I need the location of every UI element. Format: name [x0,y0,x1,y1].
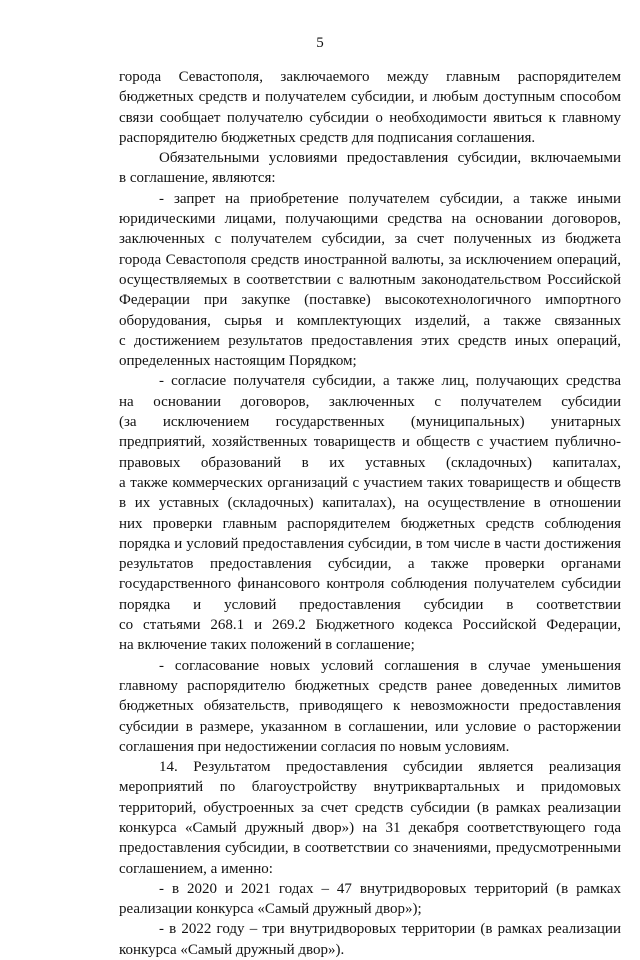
text-line: в их уставных (складочных) капиталах), на осуществление в отношении [119,495,621,512]
text-line: определенных настоящим Порядком; [119,353,357,370]
text-line: 14. Результатом предоставления субсидии является реализация [159,759,621,776]
text-line: государственного финансового контроля соблюдения получателем субсидии [119,576,621,593]
text-line: реализации конкурса «Самый дружный двор»); [119,901,422,918]
text-line: осуществляемых в соответствии с валютным законодательством Российской [119,271,621,288]
text-line: оборудования, сырья и комплектующих изделий, а также связанных [119,312,621,329]
text-line: - согласие получателя субсидии, а также лиц, получающих средства [159,373,621,390]
text-line: а также коммерческих организаций с участием таких товариществ и обществ [119,474,621,491]
text-line: субсидии в размере, указанном в соглашении, или условие о расторжении [119,718,621,735]
text-line: заключенных с получателем субсидии, за счет полученных из бюджета [119,231,621,248]
text-line: распорядителю бюджетных средств для подписания соглашения. [119,129,536,146]
text-line: бюджетных обязательств, приводящего к невозможности предоставления [119,698,621,715]
text-line: территорий, обустроенных за счет средств субсидии (в рамках реализации [119,799,621,816]
text-line: соглашения при недостижении согласия по новым условиям. [119,738,510,755]
text-line: них проверки главным распорядителем бюджетных средств соблюдения [119,515,621,532]
text-line: результатов предоставления субсидии, а также проверки органами [119,556,621,573]
text-line: порядка и условий предоставления субсидии в соответствии [119,596,621,613]
text-line: - согласование новых условий соглашения в случае уменьшения [159,657,621,674]
text-line: предоставления субсидии, в соответствии со значениями, предусмотренными [119,840,621,857]
text-line: - в 2020 и 2021 годах – 47 внутридворовых территорий (в рамках [159,880,621,897]
text-line: юридическими лицами, получающими средства на основании договоров, [119,211,621,228]
text-line: (за исключением государственных (муниципальных) унитарных [119,414,621,431]
text-line: города Севастополя, заключаемого между главным распорядителем [119,69,621,85]
text-line: связи сообщает получателю субсидии о необходимости явиться к главному [119,109,621,126]
text-line: со статьями 268.1 и 269.2 Бюджетного кодекса Российской Федерации, [119,617,621,634]
text-line: Обязательными условиями предоставления субсидии, включаемыми [159,150,621,167]
text-line: конкурса «Самый дружный двор») на 31 декабря соответствующего года [119,819,621,836]
text-line: порядка и условий предоставления субсидии, в том числе в части достижения [119,535,621,552]
text-line: соглашением, а именно: [119,860,273,877]
text-line: - в 2022 году – три внутридворовых территории (в рамках реализации [159,921,621,938]
text-line: города Севастополя средств иностранной валюты, за исключением операций, [119,251,621,268]
text-line: конкурса «Самый дружный двор»). [119,941,345,958]
text-line: в соглашение, являются: [119,170,276,187]
text-line: на основании договоров, заключенных с получателем субсидии [119,393,621,410]
text-line: предприятий, хозяйственных товариществ и обществ с участием публично- [119,434,621,451]
text-line: Федерации при закупке (поставке) высокотехнологичного импортного [119,292,621,309]
text-line: мероприятий по благоустройству внутриквартальных и придомовых [119,779,621,796]
text-line: правовых образований в их уставных (складочных) капиталах, [119,454,621,471]
text-line: главному распорядителю бюджетных средств ранее доведенных лимитов [119,677,621,694]
text-line: бюджетных средств и получателем субсидии, и любым доступным способом [119,89,621,106]
document-body [119,67,621,960]
text-line: - запрет на приобретение получателем субсидии, а также иными [159,190,621,207]
text-line: с достижением результатов предоставления этих средств иных операций, [119,332,621,349]
text-line: на включение таких положений в соглашение; [119,637,415,654]
page-number: 5 [316,35,324,51]
